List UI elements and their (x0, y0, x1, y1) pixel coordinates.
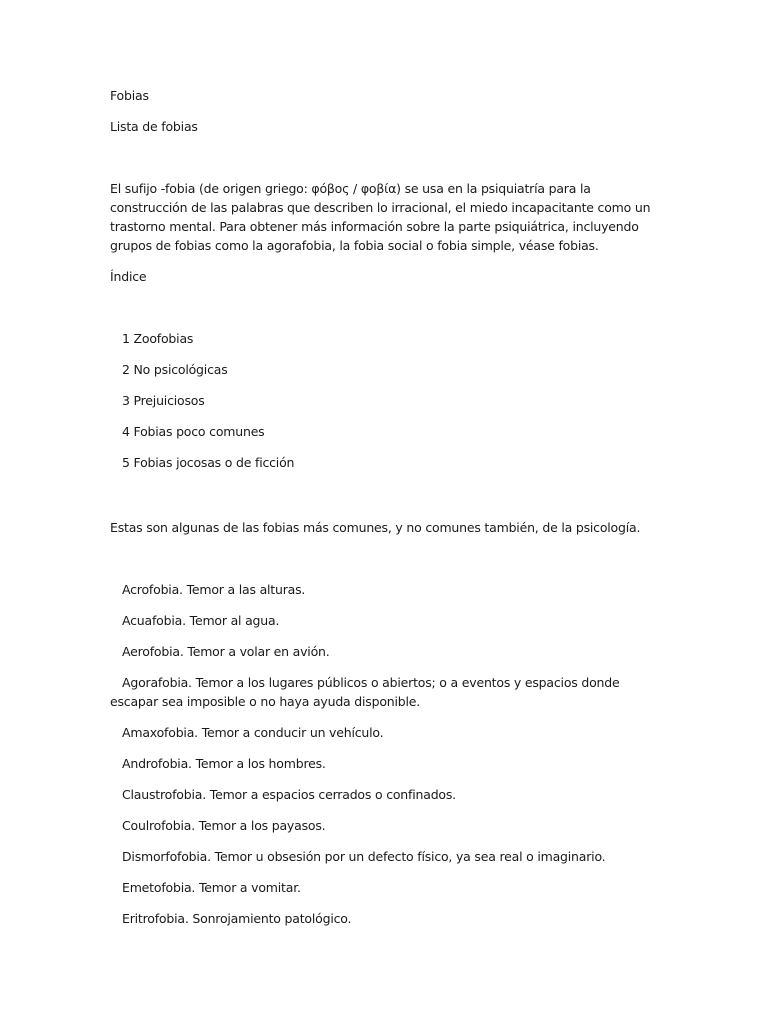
index-item[interactable]: 1 Zoofobias (122, 331, 194, 346)
phobia-entry: Dismorfofobia. Temor u obsesión por un defecto físico, ya sea real o imaginario. (122, 849, 606, 864)
phobia-entry: Androfobia. Temor a los hombres. (122, 756, 326, 771)
intro-paragraph: El sufijo -fobia (de origen griego: φόβος / φοβία) se usa en la psiquiatría para la construcción de las palabras que describen lo irracional, el miedo incapacitante como un trastorno mental. Para obtener más información sobre la parte psiquiátrica, incluyendo grupos de fobias como la agorafobia, la fobia social o fobia simple, véase fobias. (110, 181, 651, 253)
document-title: Fobias (110, 88, 149, 103)
phobia-entry: Amaxofobia. Temor a conducir un vehículo. (122, 725, 384, 740)
document-page (110, 86, 670, 940)
lead-paragraph: Estas son algunas de las fobias más comunes, y no comunes también, de la psicología. (110, 520, 641, 535)
phobia-entry: Acrofobia. Temor a las alturas. (122, 582, 306, 597)
phobia-entry: Acuafobia. Temor al agua. (122, 613, 280, 628)
phobia-entry: Eritrofobia. Sonrojamiento patológico. (122, 911, 352, 926)
index-item[interactable]: 3 Prejuiciosos (122, 393, 205, 408)
phobia-entry: Agorafobia. Temor a los lugares públicos o abiertos; o a eventos y espacios donde escapar sea imposible o no haya ayuda disponible. (110, 675, 620, 709)
index-item[interactable]: 2 No psicológicas (122, 362, 228, 377)
phobia-entry: Coulrofobia. Temor a los payasos. (122, 818, 326, 833)
phobia-entry: Claustrofobia. Temor a espacios cerrados o confinados. (122, 787, 456, 802)
index-list (110, 329, 670, 472)
index-item[interactable]: 4 Fobias poco comunes (122, 424, 265, 439)
document-subtitle: Lista de fobias (110, 119, 198, 134)
index-heading: Índice (110, 269, 147, 284)
index-item[interactable]: 5 Fobias jocosas o de ficción (122, 455, 295, 470)
phobia-entry: Aerofobia. Temor a volar en avión. (122, 644, 330, 659)
phobia-entry: Emetofobia. Temor a vomitar. (122, 880, 301, 895)
phobia-list (110, 580, 670, 928)
